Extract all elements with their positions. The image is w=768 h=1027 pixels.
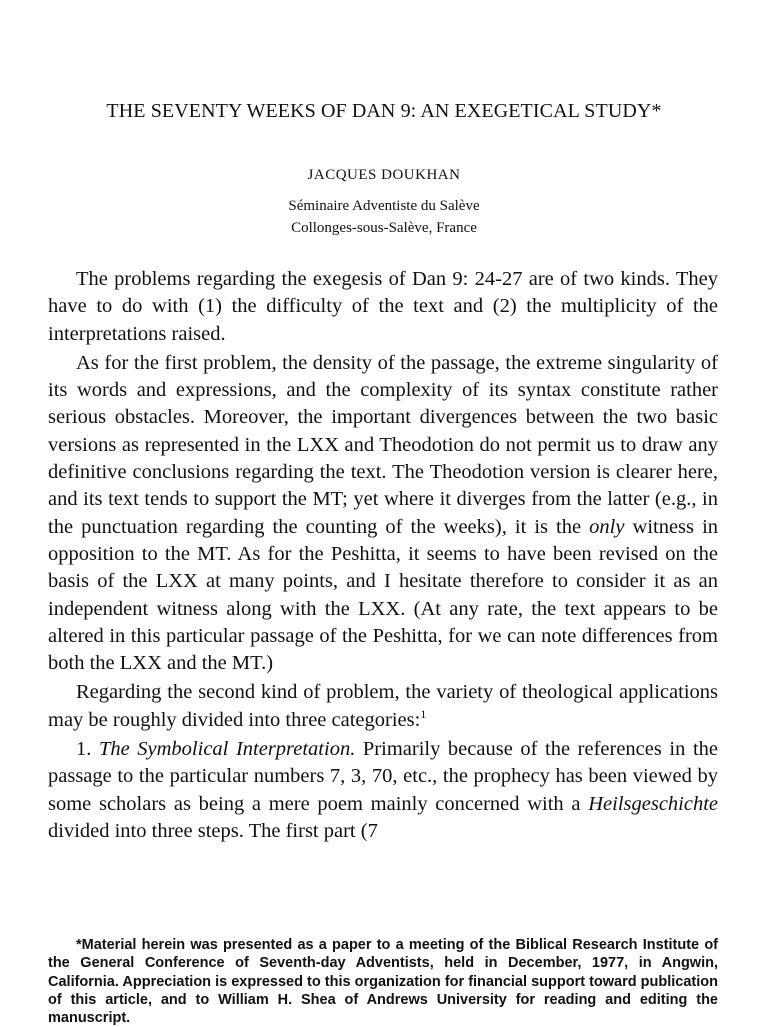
- section-heading-symbolical: The Symbolical Interpretation.: [98, 738, 356, 761]
- author-affiliation: [0, 195, 768, 239]
- paragraph-2-text-b: witness in opposition to the MT. As for the Peshitta, it seems to have been revised on the basis of the LXX at many points, and I hesitate therefore to consider it as an independent witness along with the LXX. (At any rate, the text appears to be altered in this particular passage of the Peshitta, for we can note differences from both the LXX and the MT.): [48, 515, 719, 675]
- footnote-ref-1: 1: [420, 706, 427, 721]
- article-body: [48, 266, 718, 845]
- paragraph-3: [48, 679, 718, 734]
- author-name: JACQUES DOUKHAN: [307, 167, 461, 183]
- list-number: 1.: [76, 738, 92, 761]
- paragraph-4-text-b: divided into three steps. The first part (7: [48, 819, 378, 842]
- affiliation-institution: Séminaire Adventiste du Salève: [288, 198, 480, 214]
- paragraph-4-text-a: Primarily because of the references in the passage to the particular numbers 7, 3, 70, etc., the prophecy has been viewed by some scholars as being a mere poem mainly concerned with a: [48, 738, 718, 815]
- emphasis-only: only: [589, 515, 625, 538]
- paragraph-2: [48, 350, 718, 678]
- emphasis-heilsgeschichte: Heilsgeschichte: [588, 792, 719, 815]
- paragraph-4: [48, 736, 718, 845]
- footnote: [48, 936, 718, 1027]
- paragraph-3-text: Regarding the second kind of problem, the variety of theological applications may be roughly divided into three categories:: [48, 681, 718, 731]
- footnote-text: *Material herein was presented as a paper to a meeting of the Biblical Research Institute of the General Conference of Seventh-day Adventists, held in December, 1977, in Angwin, California. Appreciation is expressed to this organization for financial support toward publication of this article, and to William H. Shea of Andrews University for reading and editing the manuscript.: [48, 937, 718, 1027]
- article-title: THE SEVENTY WEEKS OF DAN 9: AN EXEGETICAL STUDY*: [106, 100, 662, 122]
- paragraph-2-text-a: As for the first problem, the density of the passage, the extreme singularity of its words and expressions, and the complexity of its syntax constitute rather serious obstacles. Moreover, the important divergences between the two basic versions as represented in the LXX and Theodotion do not permit us to draw any definitive conclusions regarding the text. The Theodotion version is clearer here, and its text tends to support the MT; yet where it diverges from the latter (e.g., in the punctuation regarding the counting of the weeks), it is the: [48, 351, 718, 538]
- affiliation-location: Collonges-sous-Salève, France: [291, 220, 477, 236]
- paragraph-1: The problems regarding the exegesis of Dan 9: 24-27 are of two kinds. They have to do with (1) the difficulty of the text and (2) the multiplicity of the interpretations raised.: [48, 268, 718, 345]
